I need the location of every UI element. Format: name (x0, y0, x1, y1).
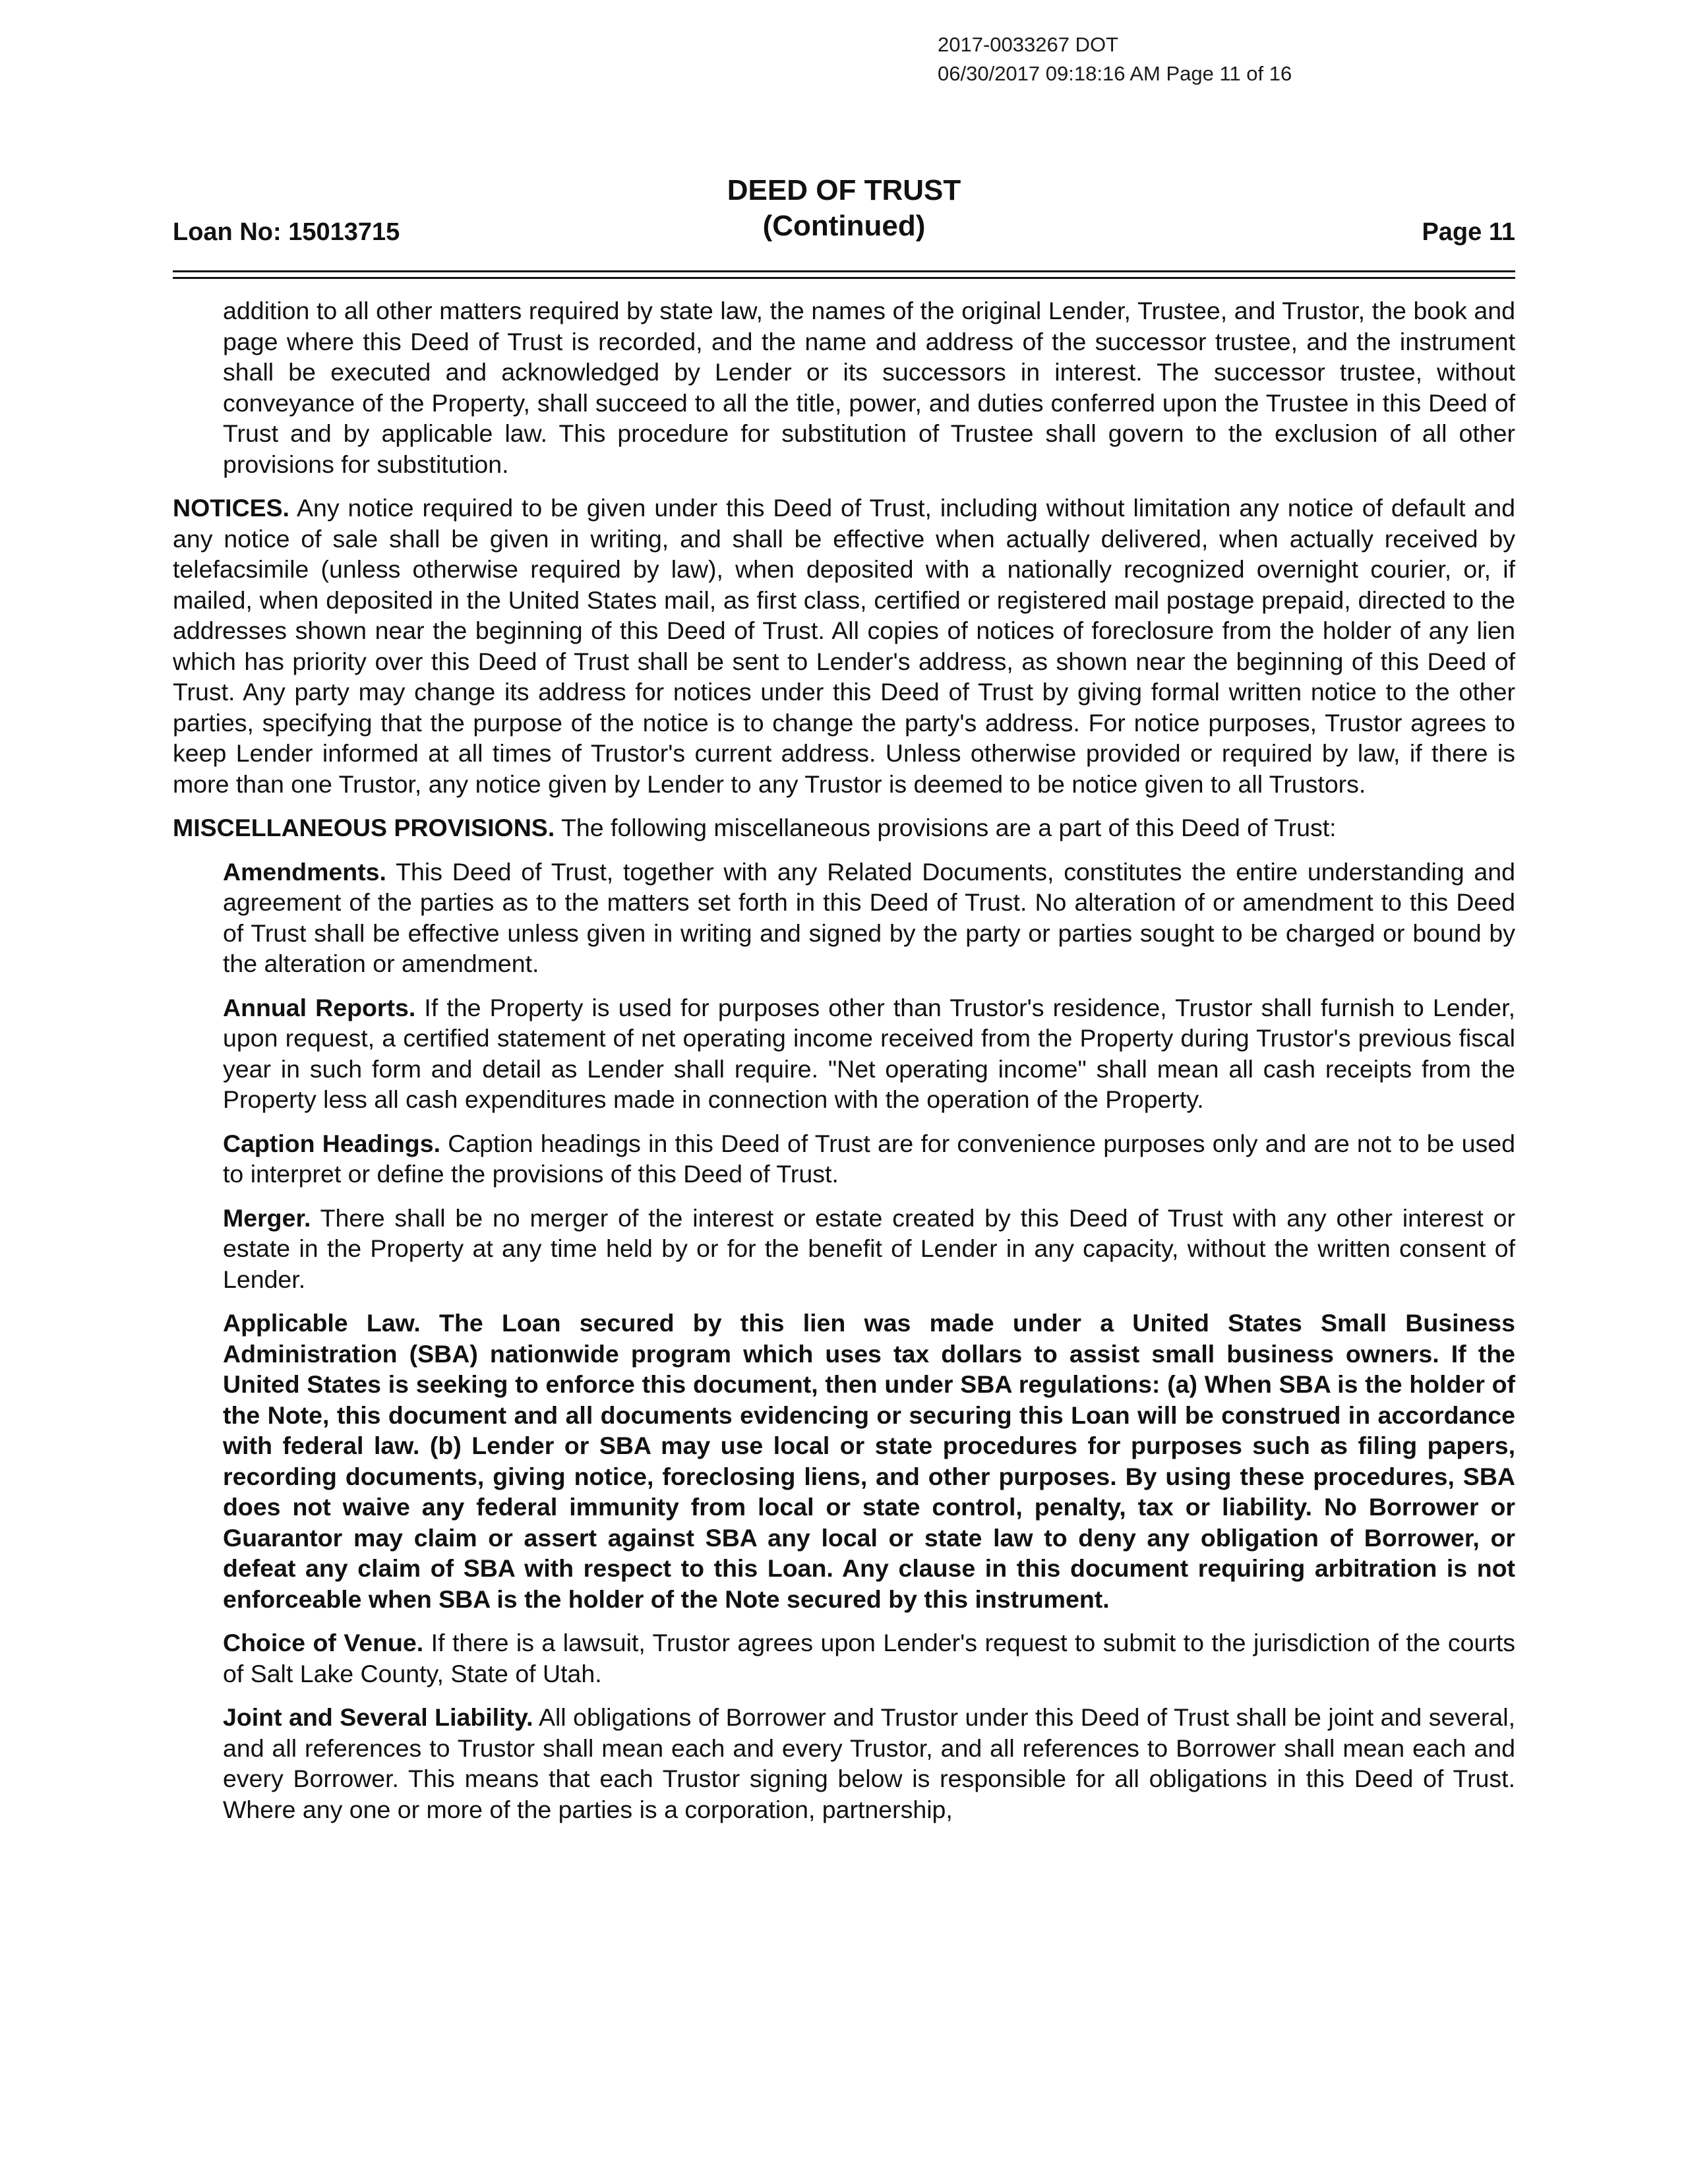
header-rule-top (173, 270, 1515, 272)
choice-of-venue-text: If there is a lawsuit, Trustor agrees upon Lender's request to submit to the jurisdiction of the courts of Salt Lake County, State of Utah. (223, 1629, 1515, 1687)
joint-liability-text: All obligations of Borrower and Trustor under this Deed of Trust shall be joint and several, and all references to Trustor shall mean each and every Trustor, and all references to Borrower shall mean each and every Borrower. This means that each Trustor signing below is responsible for all obligations in this Deed of Trust. Where any one or more of the parties is a corporation, partnership, (223, 1703, 1515, 1823)
recording-document-number: 2017-0033267 DOT (938, 33, 1119, 56)
caption-headings-text: Caption headings in this Deed of Trust are for convenience purposes only and are not to be used to interpret or define the provisions of this Deed of Trust. (223, 1129, 1516, 1188)
notices-heading: NOTICES. (173, 494, 290, 522)
page-number: Page 11 (1422, 218, 1515, 246)
amendments-heading: Amendments. (223, 857, 386, 886)
amendments-provision (223, 857, 1515, 979)
merger-heading: Merger. (223, 1203, 311, 1232)
applicable-law-heading: Applicable Law. (223, 1309, 421, 1337)
choice-of-venue-provision (223, 1627, 1515, 1689)
substitution-continuation: addition to all other matters required by state law, the names of the original Lender, Trustee, and Trustor, the book and page where this Deed of Trust is recorded, and the name and address of the successor trustee, and the instrument shall be executed and acknowledged by Lender or its successors in interest. The successor trustee, without conveyance of the Property, shall succeed to all the title, power, and duties conferred upon the Trustee in this Deed of Trust and by applicable law. This procedure for substitution of Trustee shall govern to the exclusion of all other provisions for substitution. (223, 297, 1515, 478)
annual-reports-text: If the Property is used for purposes other than Trustor's residence, Trustor shall furnish to Lender, upon request, a certified statement of net operating income received from the Property during Trustor's previous fiscal year in such form and detail as Lender shall require. "Net operating income" shall mean all cash receipts from the Property less all cash expenditures made in connection with the operation of the Property. (223, 993, 1515, 1113)
recording-date-page: 06/30/2017 09:18:16 AM Page 11 of 16 (938, 62, 1292, 85)
choice-of-venue-heading: Choice of Venue. (223, 1629, 424, 1656)
header-rule-bottom (173, 277, 1515, 279)
annual-reports-provision (223, 992, 1515, 1115)
caption-headings-provision (223, 1128, 1515, 1190)
applicable-law-provision (223, 1308, 1515, 1614)
amendments-text: This Deed of Trust, together with any Related Documents, constitutes the entire understanding and agreement of the parties as to the matters set forth in this Deed of Trust. No alteration of or amendment to this Deed of Trust shall be effective unless given in writing and signed by the party or parties sought to be charged or bound by the alteration or amendment. (223, 857, 1515, 977)
document-title: DEED OF TRUST (727, 174, 961, 206)
document-title-block (173, 173, 1515, 244)
notices-section (173, 493, 1515, 799)
loan-number: Loan No: 15013715 (173, 218, 400, 246)
document-body (173, 295, 1515, 1838)
merger-provision (223, 1203, 1515, 1295)
joint-liability-heading: Joint and Several Liability. (223, 1703, 533, 1731)
misc-section (173, 812, 1515, 843)
applicable-law-text: The Loan secured by this lien was made under a United States Small Business Administration (SBA) nationwide program which uses tax dollars to assist small business owners. If the United States is seeking to enforce this document, then under SBA regulations: (a) When SBA is the holder of the Note, this document and all documents evidencing or securing this Loan will be construed in accordance with federal law. (b) Lender or SBA may use local or state procedures for purposes such as filing papers, recording documents, giving notice, foreclosing liens, and other purposes. By using these procedures, SBA does not waive any federal immunity from local or state control, penalty, tax or liability. No Borrower or Guarantor may claim or assert against SBA any local or state law to deny any obligation of Borrower, or defeat any claim of SBA with respect to this Loan. Any clause in this document requiring arbitration is not enforceable when SBA is the holder of the Note secured by this instrument. (223, 1309, 1515, 1613)
merger-text: There shall be no merger of the interest or estate created by this Deed of Trust with any other interest or estate in the Property at any time held by or for the benefit of Lender in any capacity, without the written consent of Lender. (223, 1203, 1516, 1293)
caption-headings-heading: Caption Headings. (223, 1129, 440, 1157)
misc-text: The following miscellaneous provisions are a part of this Deed of Trust: (561, 814, 1337, 841)
annual-reports-heading: Annual Reports. (223, 993, 416, 1021)
joint-liability-provision (223, 1702, 1515, 1825)
notices-text: Any notice required to be given under this Deed of Trust, including without limitation any notice of default and any notice of sale shall be given in writing, and shall be effective when actually delivered, when actually received by telefacsimile (unless otherwise required by law), when deposited with a nationally recognized overnight courier, or, if mailed, when deposited in the United States mail, as first class, certified or registered mail postage prepaid, directed to the addresses shown near the beginning of this Deed of Trust. All copies of notices of foreclosure from the holder of any lien which has priority over this Deed of Trust shall be sent to Lender's address, as shown near the beginning of this Deed of Trust. Any party may change its address for notices under this Deed of Trust by giving formal written notice to the other parties, specifying that the purpose of the notice is to change the party's address. For notice purposes, Trustor agrees to keep Lender informed at all times of Trustor's current address. Unless otherwise provided or required by law, if there is more than one Trustor, any notice given by Lender to any Trustor is deemed to be notice given to all Trustors. (173, 494, 1515, 798)
document-header (173, 173, 1515, 252)
recording-stamp (938, 30, 1292, 88)
document-subtitle: (Continued) (762, 210, 926, 242)
misc-heading: MISCELLANEOUS PROVISIONS. (173, 814, 555, 841)
